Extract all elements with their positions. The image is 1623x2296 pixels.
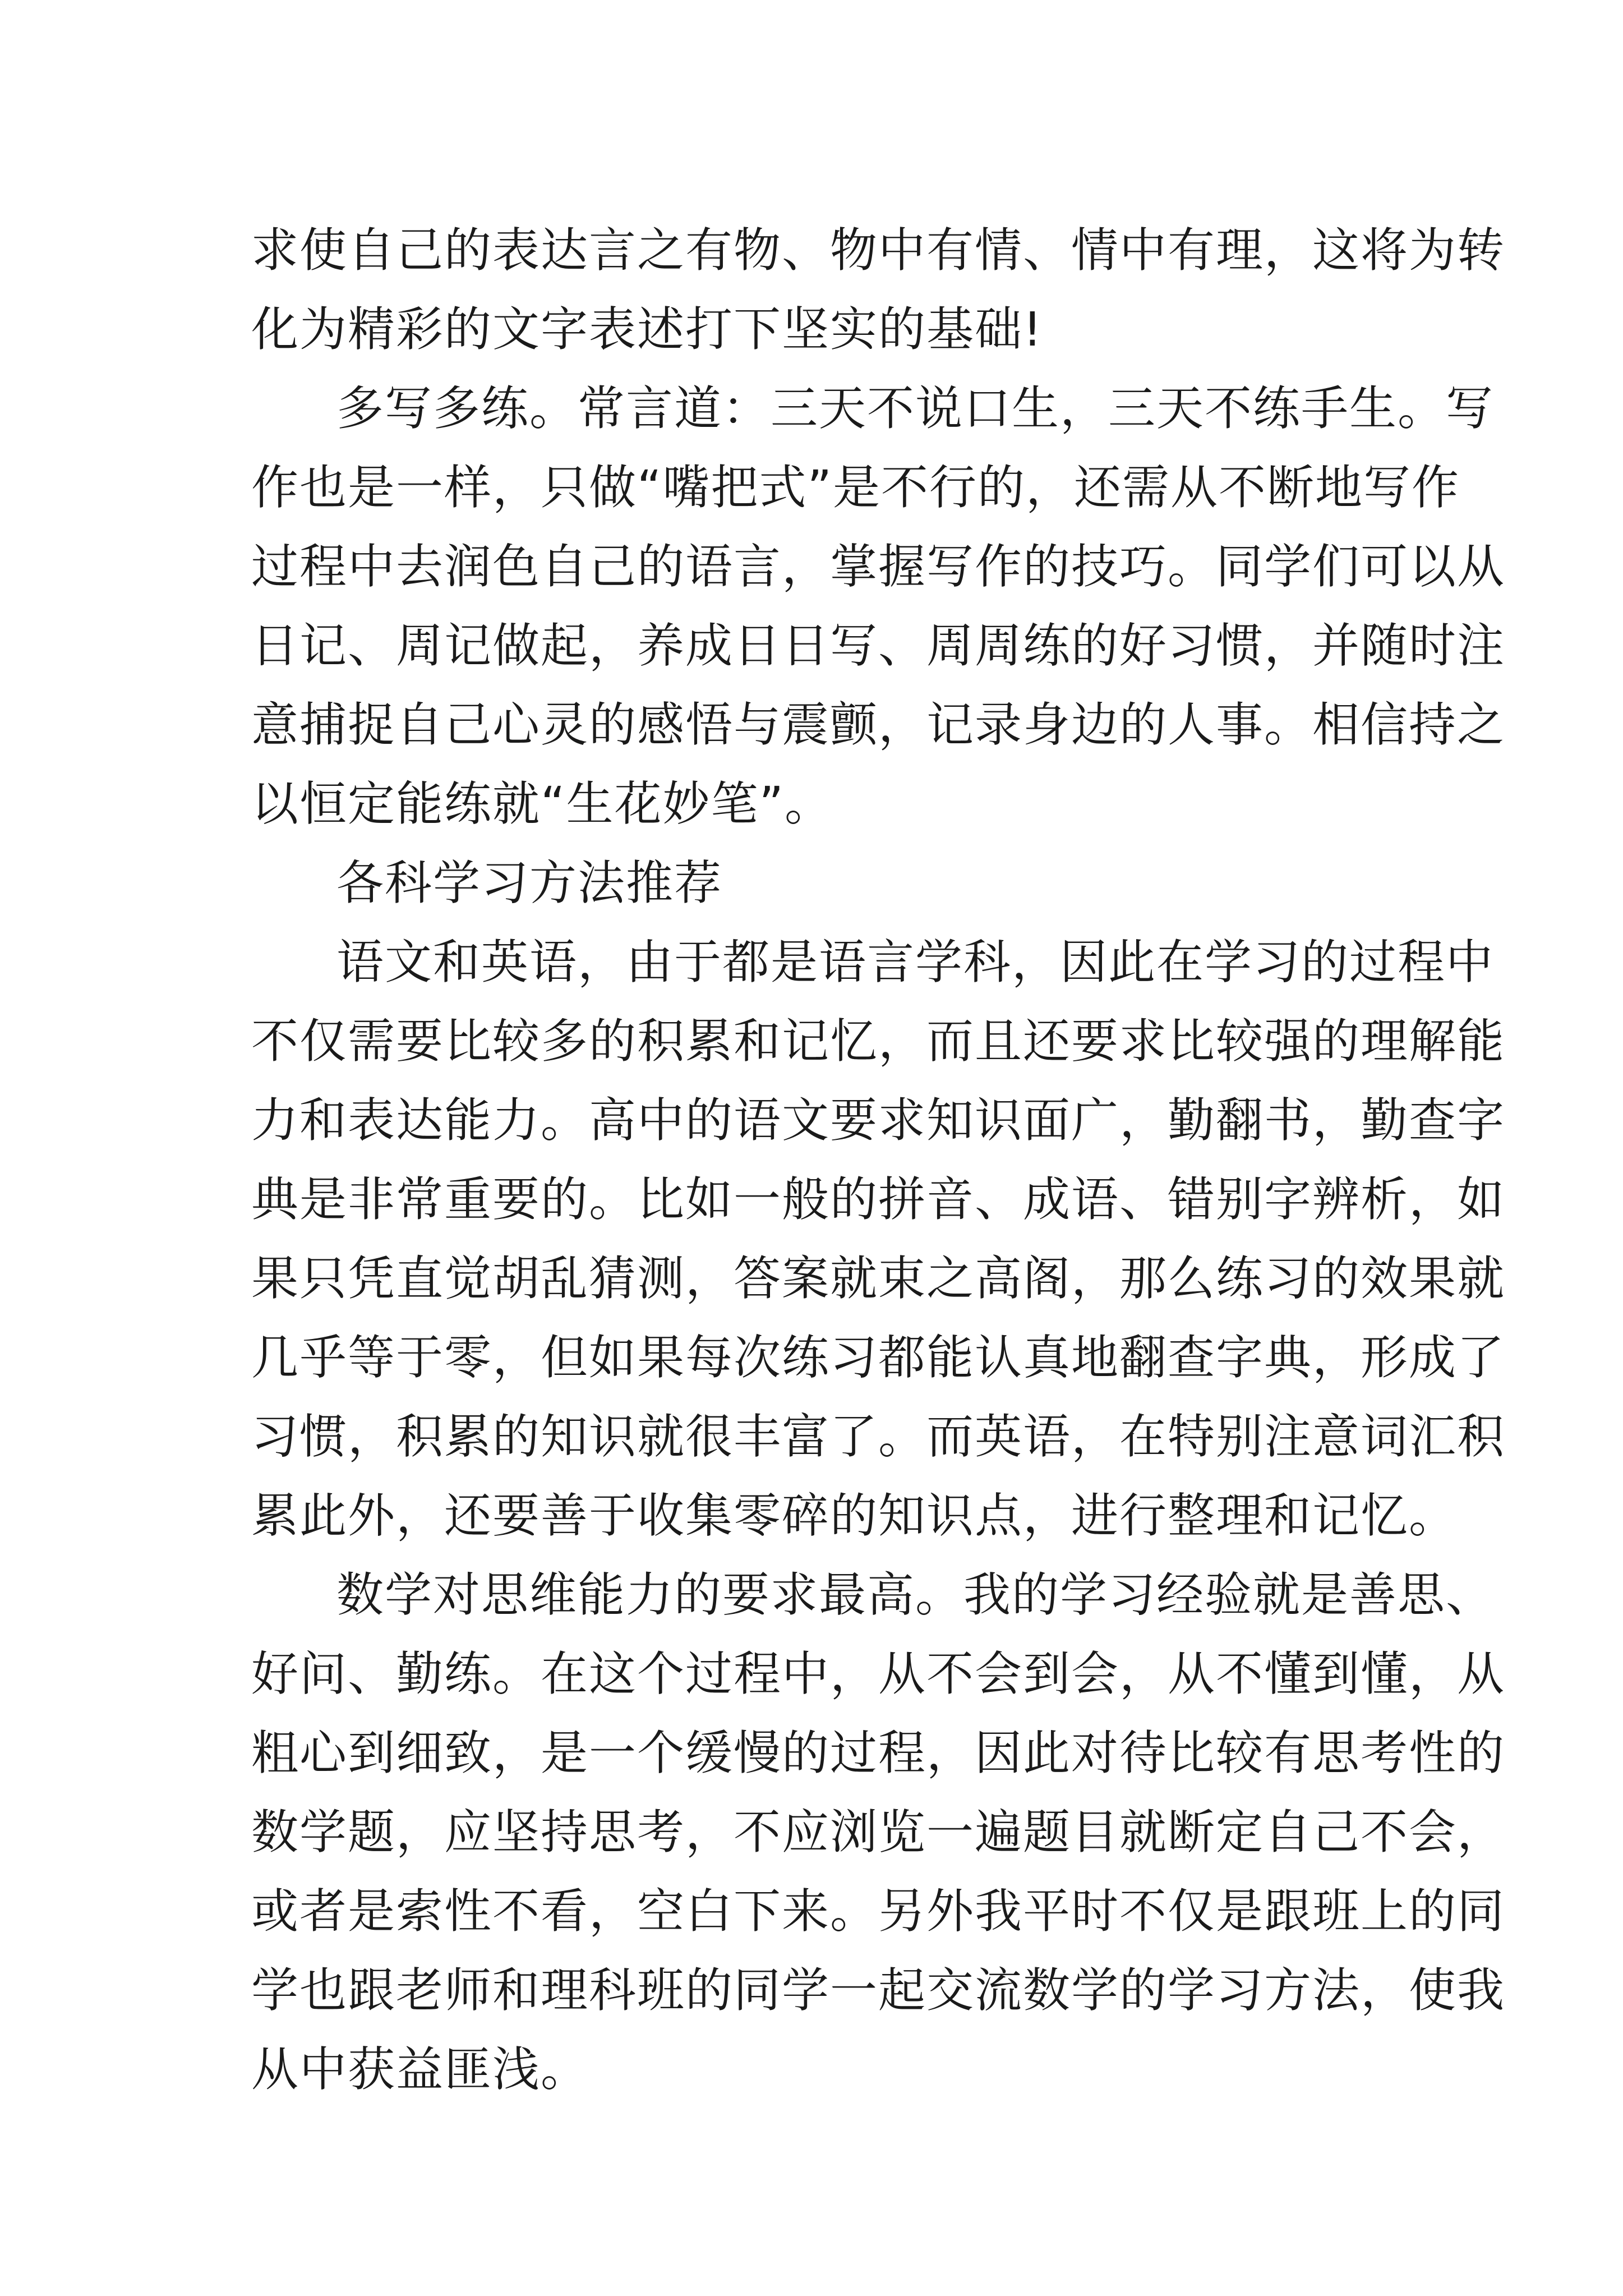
text-line: 从中获益匪浅。: [251, 2042, 589, 2097]
text-line: 以恒定能练就“生花妙笔”。: [251, 776, 833, 831]
text-line: 不仅需要比较多的积累和记忆，而且还要求比较强的理解能: [251, 1014, 1506, 1069]
text-line: 力和表达能力。高中的语文要求知识面广，勤翻书，勤查字: [251, 1093, 1506, 1148]
text-line: 习惯，积累的知识就很丰富了。而英语，在特别注意词汇积: [251, 1409, 1506, 1464]
text-line: 累此外，还要善于收集零碎的知识点，进行整理和记忆。: [251, 1488, 1458, 1543]
text-line: 作也是一样，只做“嘴把式”是不行的，还需从不断地写作: [251, 460, 1460, 515]
text-line: 数学题，应坚持思考，不应浏览一遍题目就断定自己不会，: [251, 1805, 1506, 1860]
paragraph-first-line: 数学对思维能力的要求最高。我的学习经验就是善思、: [336, 1567, 1495, 1622]
section-heading: 各科学习方法推荐: [336, 855, 723, 910]
paragraph-first-line: 语文和英语，由于都是语言学科，因此在学习的过程中: [336, 935, 1495, 990]
text-line: 化为精彩的文字表述打下坚实的基础!: [251, 302, 1043, 357]
text-line: 意捕捉自己心灵的感悟与震颤，记录身边的人事。相信持之: [251, 697, 1506, 752]
paragraph-first-line: 多写多练。常言道：三天不说口生，三天不练手生。写: [336, 381, 1495, 436]
text-line: 粗心到细致，是一个缓慢的过程，因此对待比较有思考性的: [251, 1726, 1506, 1780]
text-line: 求使自己的表达言之有物、物中有情、情中有理，这将为转: [251, 223, 1506, 278]
text-line: 典是非常重要的。比如一般的拼音、成语、错别字辨析，如: [251, 1172, 1506, 1227]
text-line: 学也跟老师和理科班的同学一起交流数学的学习方法，使我: [251, 1963, 1506, 2018]
text-line: 几乎等于零，但如果每次练习都能认真地翻查字典，形成了: [251, 1330, 1506, 1385]
text-line: 日记、周记做起，养成日日写、周周练的好习惯，并随时注: [251, 618, 1506, 673]
text-line: 或者是索性不看，空白下来。另外我平时不仅是跟班上的同: [251, 1884, 1506, 1939]
text-line: 果只凭直觉胡乱猜测，答案就束之高阁，那么练习的效果就: [251, 1251, 1506, 1306]
text-line: 过程中去润色自己的语言，掌握写作的技巧。同学们可以从: [251, 539, 1506, 594]
text-line: 好问、勤练。在这个过程中，从不会到会，从不懂到懂，从: [251, 1646, 1506, 1701]
